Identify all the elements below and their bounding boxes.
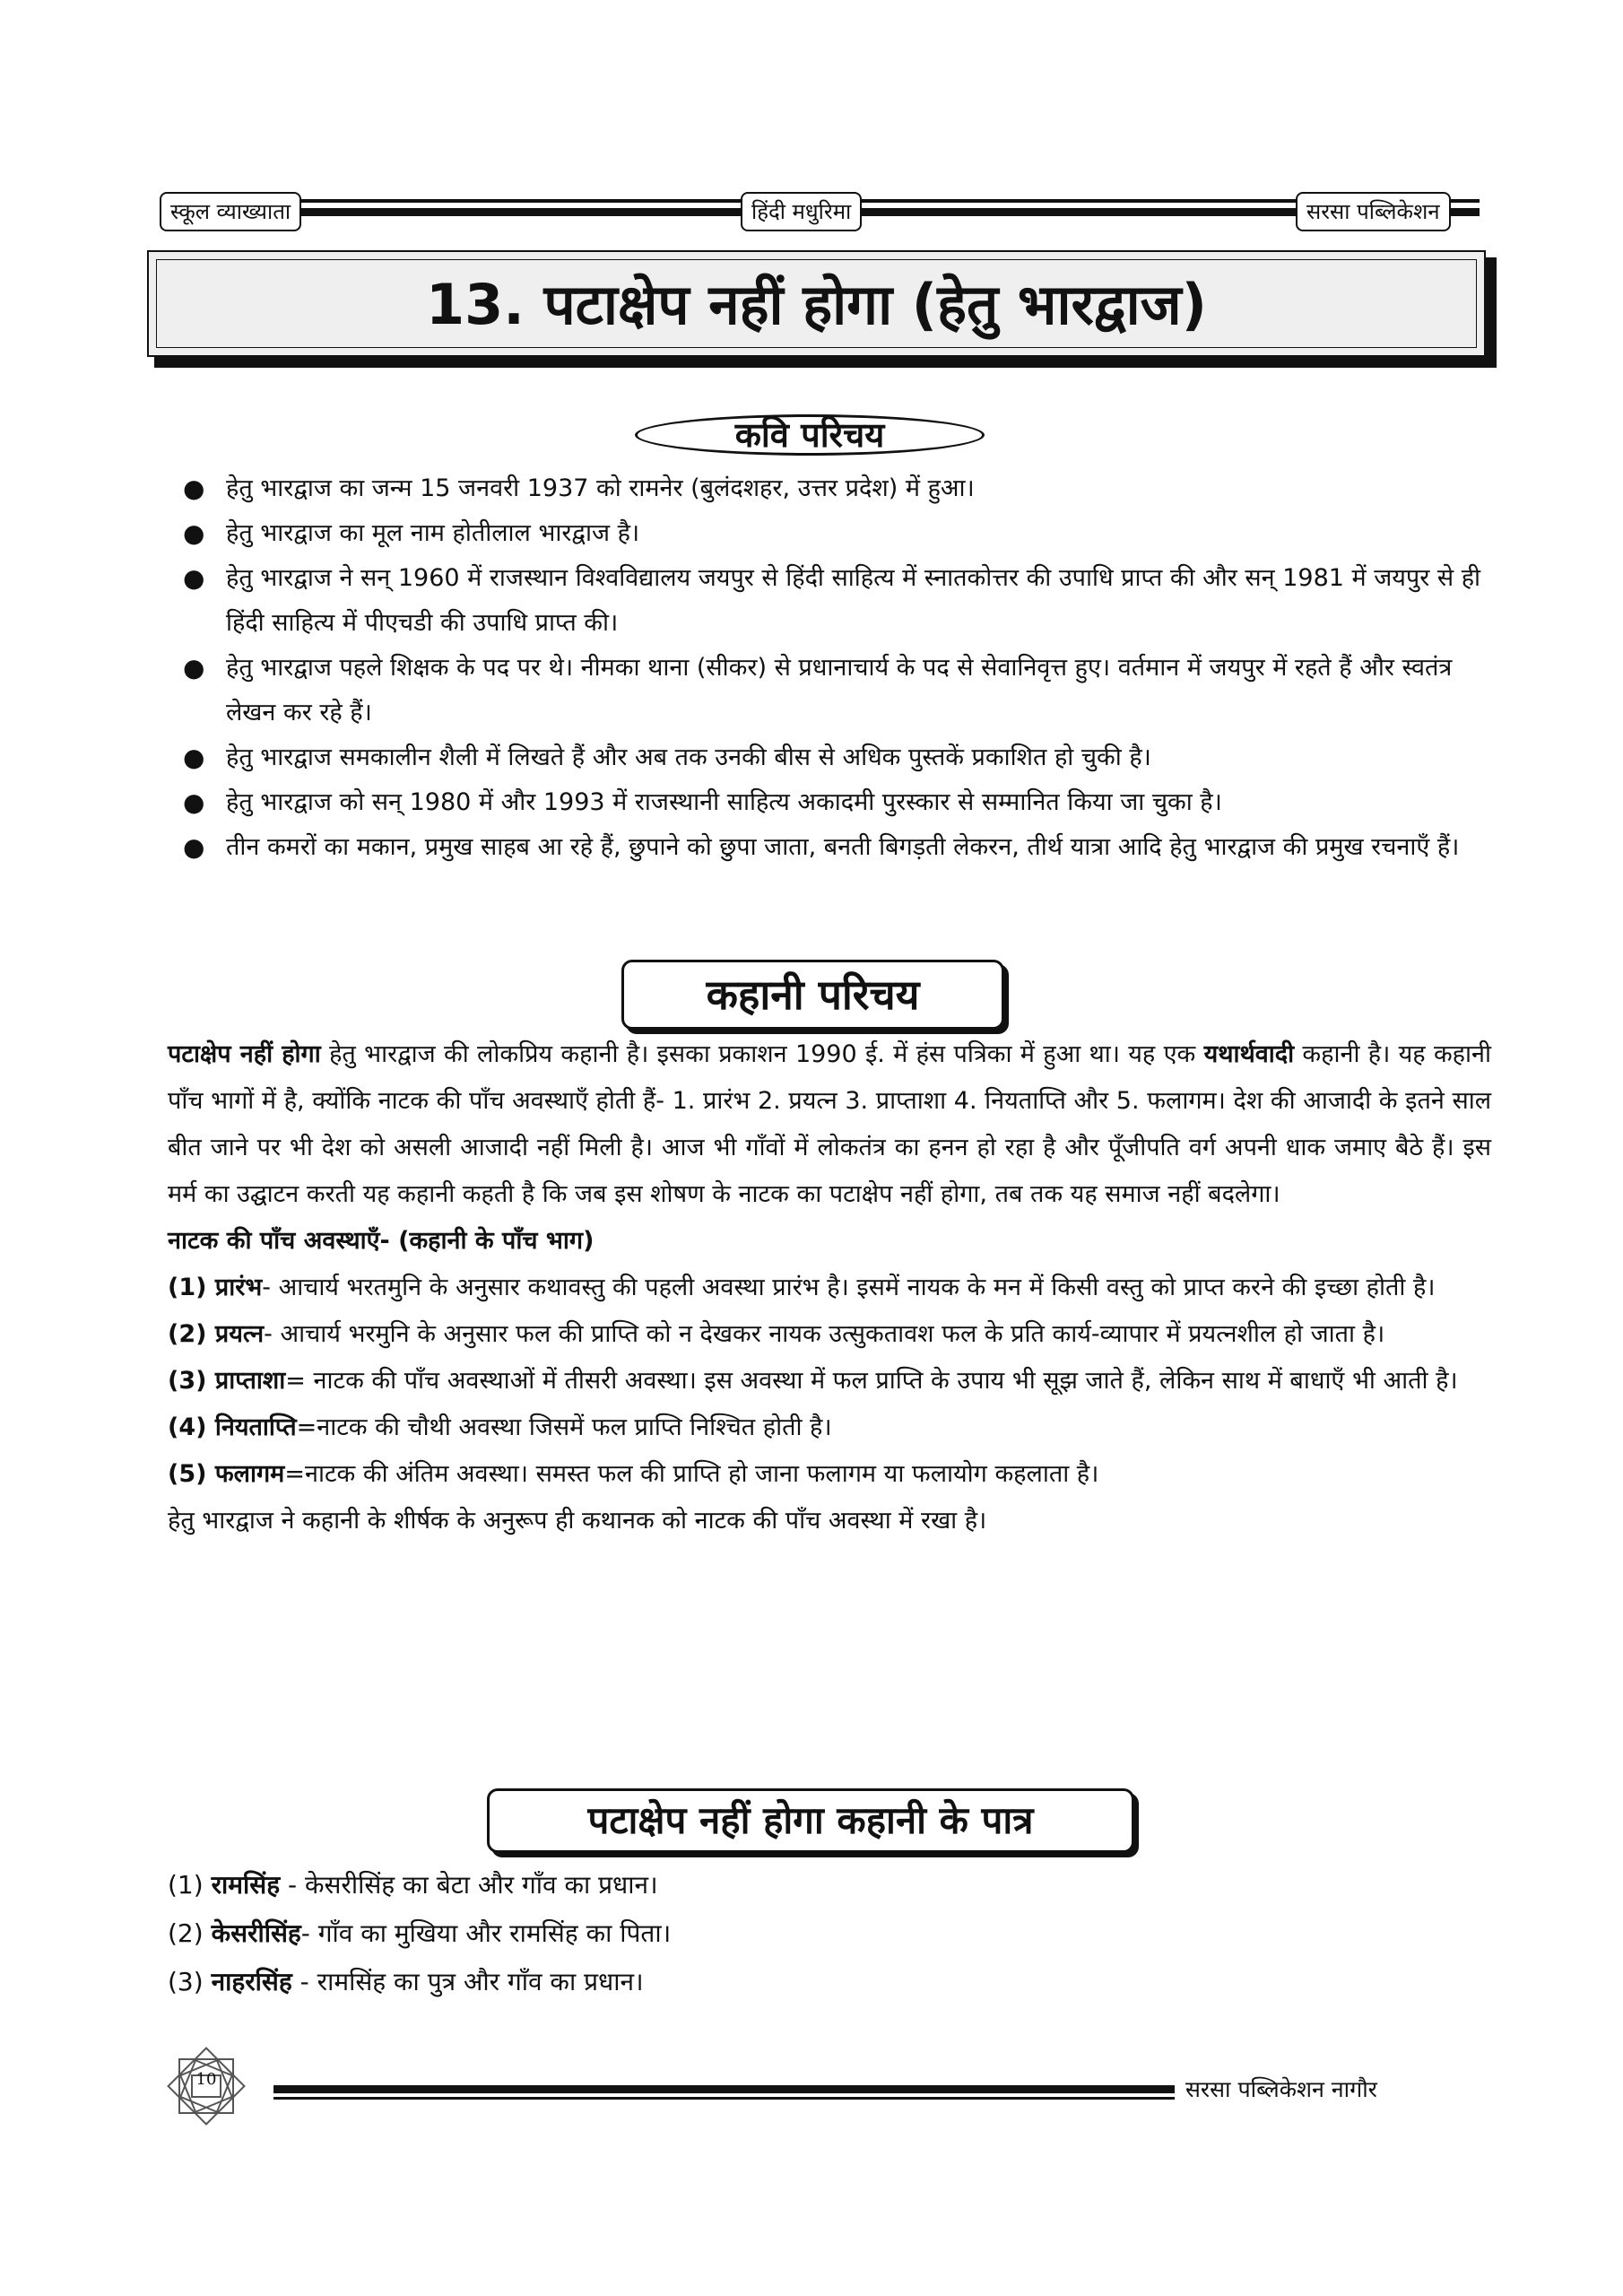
section-heading-characters: पटाक्षेप नहीं होगा कहानी के पात्र <box>487 1788 1134 1853</box>
section-heading-kavi-parichay: कवि परिचय <box>635 414 985 456</box>
bullet-item: ● तीन कमरों का मकान, प्रमुख साहब आ रहे हैं, छुपाने को छुपा जाता, बनती बिगड़ती लेकरन, तीर्थ यात्रा आदि हेतु भारद्वाज की प्रमुख रचनाएँ हैं। <box>179 825 1488 870</box>
closing-text: हेतु भारद्वाज ने कहानी के शीर्षक के अनुरूप ही कथानक को नाटक की पाँच अवस्था में रखा है। <box>168 1507 987 1535</box>
bullet-icon: ● <box>183 653 205 683</box>
header-left-label: स्कूल व्याख्याता <box>160 192 301 231</box>
stage-item: (4) नियताप्ति=नाटक की चौथी अवस्था जिसमें फल प्राप्ति निश्चित होती है। <box>168 1413 832 1441</box>
bullet-item: ● हेतु भारद्वाज का जन्म 15 जनवरी 1937 को रामनेर (बुलंदशहर, उत्तर प्रदेश) में हुआ। <box>179 466 1488 511</box>
footer-rule <box>273 2085 1175 2103</box>
bullet-icon: ● <box>183 787 205 817</box>
title-box <box>147 250 1486 357</box>
character-item: (3) नाहरसिंह - रामसिंह का पुत्र और गाँव का प्रधान। <box>168 1967 644 1996</box>
bullet-icon: ● <box>183 832 205 862</box>
bullet-icon: ● <box>183 474 205 503</box>
bullet-icon: ● <box>183 518 205 548</box>
bullet-icon: ● <box>183 743 205 772</box>
character-list <box>168 1861 1491 2006</box>
bullet-item: ● हेतु भारद्वाज पहले शिक्षक के पद पर थे। नीमका थाना (सीकर) से प्रधानाचार्य के पद से सेवानिवृत्त हुए। वर्तमान में जयपुर में रहते हैं और स्वतंत्र लेखन कर रहे हैं। <box>179 646 1488 735</box>
bullet-item: ● हेतु भारद्वाज ने सन् 1960 में राजस्थान विश्वविद्यालय जयपुर से हिंदी साहित्य में स्नातकोत्तर की उपाधि प्राप्त की और सन् 1981 में जयपुर से ही हिंदी साहित्य में पीएचडी की उपाधि प्राप्त की। <box>179 556 1488 646</box>
page-number: 10 <box>195 2070 217 2089</box>
story-intro-paragraph <box>168 1031 1491 1544</box>
author-bullet-list <box>179 466 1488 870</box>
footer-publisher: सरसा पब्लिकेशन नागौर <box>1185 2076 1377 2102</box>
character-item: (2) केसरीसिंह- गाँव का मुखिया और रामसिंह का पिता। <box>168 1918 672 1948</box>
stage-item: (5) फलागम=नाटक की अंतिम अवस्था। समस्त फल की प्राप्ति हो जाना फलागम या फलायोग कहलाता है। <box>168 1460 1099 1488</box>
stage-item: (1) प्रारंभ- आचार्य भरतमुनि के अनुसार कथावस्तु की पहली अवस्था प्रारंभ है। इसमें नायक के मन में किसी वस्तु को प्राप्त करने की इच्छा होती है। <box>168 1274 1436 1301</box>
bullet-item: ● हेतु भारद्वाज समकालीन शैली में लिखते हैं और अब तक उनकी बीस से अधिक पुस्तकें प्रकाशित हो चुकी है। <box>179 735 1488 780</box>
section-heading-kahani-parichay: कहानी परिचय <box>621 960 1004 1030</box>
stage-item: (3) प्राप्ताशा= नाटक की पाँच अवस्थाओं में तीसरी अवस्था। इस अवस्था में फल प्राप्ति के उपाय भी सूझ जाते हैं, लेकिन साथ में बाधाएँ भी आती है। <box>168 1367 1458 1395</box>
bullet-icon: ● <box>183 563 205 593</box>
story-intro-text: पटाक्षेप नहीं होगा हेतु भारद्वाज की लोकप्रिय कहानी है। इसका प्रकाशन 1990 ई. में हंस पत्रिका में हुआ था। यह एक यथार्थवादी कहानी है। यह कहानी पाँच भागों में है, क्योंकि नाटक की पाँच अवस्थाएँ होती हैं- 1. प्रारंभ 2. प्रयत्न 3. प्राप्ताशा 4. नियताप्ति और 5. फलागम। देश की आजादी के इतने साल बीत जाने पर भी देश को असली आजादी नहीं मिली है। आज भी गाँवों में लोकतंत्र का हनन हो रहा है और पूँजीपति वर्ग अपनी धाक जमाए बैठे हैं। इस मर्म का उद्घाटन करती यह कहानी कहती है कि जब इस शोषण के नाटक का पटाक्षेप नहीं होगा, तब तक यह समाज नहीं बदलेगा। <box>168 1040 1491 1208</box>
chapter-title: 13. पटाक्षेप नहीं होगा (हेतु भारद्वाज) <box>156 259 1477 348</box>
bullet-item: ● हेतु भारद्वाज का मूल नाम होतीलाल भारद्वाज है। <box>179 511 1488 556</box>
bullet-item: ● हेतु भारद्वाज को सन् 1980 में और 1993 में राजस्थानी साहित्य अकादमी पुरस्कार से सम्मानित किया जा चुका है। <box>179 780 1488 825</box>
stages-heading: नाटक की पाँच अवस्थाएँ- (कहानी के पाँच भाग) <box>168 1227 595 1255</box>
stage-item: (2) प्रयत्न- आचार्य भरमुनि के अनुसार फल की प्राप्ति को न देखकर नायक उत्सुकतावश फल के प्रति कार्य-व्यापार में प्रयत्नशील हो जाता है। <box>168 1320 1385 1348</box>
header-center-label: हिंदी मधुरिमा <box>741 192 862 231</box>
character-item: (1) रामसिंह - केसरीसिंह का बेटा और गाँव का प्रधान। <box>168 1870 658 1900</box>
header-right-label: सरसा पब्लिकेशन <box>1296 192 1451 231</box>
